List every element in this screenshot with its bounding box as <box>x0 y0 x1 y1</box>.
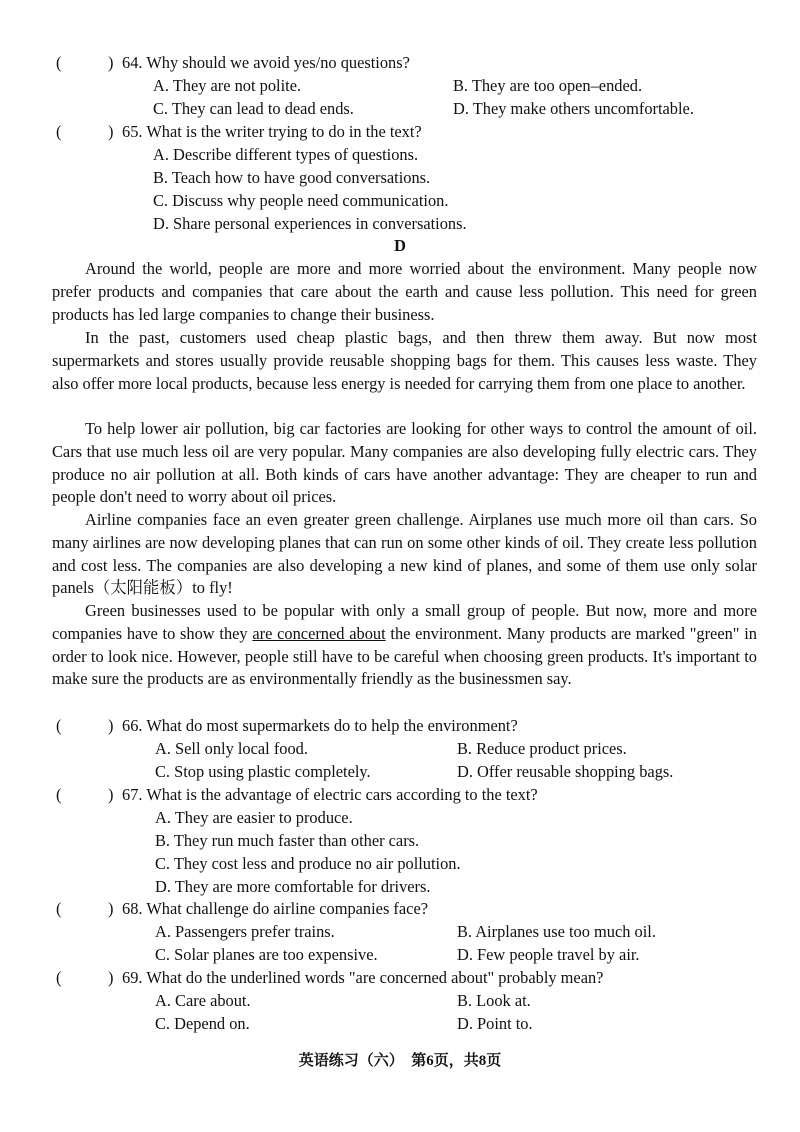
answer-paren-open: ( <box>56 899 62 918</box>
option-a: A. They are not polite. <box>153 76 302 95</box>
page-footer: 英语练习（六） 第6页，共8页 <box>298 1053 502 1069</box>
answer-paren-open: ( <box>56 716 62 735</box>
passage-paragraph-3: To help lower air pollution, big car factories are looking for other ways to control the amount of oil. Cars that use much less oil are very popular. Many companies are also developing fully electric cars. They produce no air pollution at all. Both kinds of cars have another advantage: They are cheaper to run and people don't need to worry about oil prices. <box>52 419 757 507</box>
answer-paren-open: ( <box>56 122 62 141</box>
option-c: C. Solar planes are too expensive. <box>155 945 378 964</box>
answer-paren-open: ( <box>56 785 62 804</box>
option-c: C. Stop using plastic completely. <box>155 762 371 781</box>
answer-paren-close: ) <box>108 53 114 72</box>
option-c: C. Discuss why people need communication. <box>153 191 449 210</box>
option-c: C. They can lead to dead ends. <box>153 99 354 118</box>
passage-paragraph-5: Green businesses used to be popular with only a small group of people. But now, more and more companies have to show they are concerned about the environment. Many products are marked "green" in order to look nice. However, people still have to be careful when choosing green products. It's important to make sure the products are as environmentally friendly as the businessmen say. <box>52 601 757 689</box>
option-d: D. They are more comfortable for drivers. <box>155 877 431 896</box>
answer-paren-close: ) <box>108 785 114 804</box>
section-title: D <box>394 236 406 255</box>
underlined-phrase: are concerned about <box>252 623 386 643</box>
option-a: A. Describe different types of questions. <box>153 145 419 164</box>
option-b: B. Teach how to have good conversations. <box>153 168 431 187</box>
option-d: D. They make others uncomfortable. <box>453 99 694 118</box>
option-a: A. Passengers prefer trains. <box>155 922 335 941</box>
answer-paren-open: ( <box>56 968 62 987</box>
question-stem: 69. What do the underlined words "are concerned about" probably mean? <box>122 968 604 987</box>
answer-paren-close: ) <box>108 968 114 987</box>
answer-paren-close: ) <box>108 899 114 918</box>
option-b: B. Look at. <box>457 991 531 1010</box>
option-d: D. Few people travel by air. <box>457 945 640 964</box>
passage-paragraph-4: Airline companies face an even greater green challenge. Airplanes use much more oil than cars. So many airlines are now developing planes that can run on some other kinds of oil. They create less pollution and cost less. The companies are also developing a new kind of planes, and some of them use only solar panels（太阳能板）to fly! <box>52 510 757 598</box>
option-d: D. Offer reusable shopping bags. <box>457 762 674 781</box>
option-d: D. Share personal experiences in conversations. <box>153 214 467 233</box>
option-a: A. They are easier to produce. <box>155 808 353 827</box>
answer-paren-open: ( <box>56 53 62 72</box>
option-c: C. They cost less and produce no air pollution. <box>155 854 461 873</box>
question-stem: 64. Why should we avoid yes/no questions? <box>122 53 410 72</box>
question-stem: 65. What is the writer trying to do in the text? <box>122 122 422 141</box>
answer-paren-close: ) <box>108 122 114 141</box>
passage-paragraph-2: In the past, customers used cheap plastic bags, and then threw them away. But now most supermarkets and stores usually provide reusable shopping bags for them. This causes less waste. They also offer more local products, because less energy is needed for carrying them from one place to another. <box>52 328 757 393</box>
question-stem: 67. What is the advantage of electric cars according to the text? <box>122 785 538 804</box>
option-b: B. Airplanes use too much oil. <box>457 922 656 941</box>
option-b: B. They are too open–ended. <box>453 76 643 95</box>
passage-paragraph-1: Around the world, people are more and more worried about the environment. Many people now prefer products and companies that care about the earth and cause less pollution. This need for green products has led large companies to change their business. <box>52 259 757 324</box>
option-a: A. Sell only local food. <box>155 739 308 758</box>
answer-paren-close: ) <box>108 716 114 735</box>
option-a: A. Care about. <box>155 991 251 1010</box>
question-stem: 68. What challenge do airline companies face? <box>122 899 428 918</box>
option-b: B. Reduce product prices. <box>457 739 627 758</box>
option-d: D. Point to. <box>457 1014 533 1033</box>
question-stem: 66. What do most supermarkets do to help the environment? <box>122 716 518 735</box>
option-c: C. Depend on. <box>155 1014 250 1033</box>
option-b: B. They run much faster than other cars. <box>155 831 420 850</box>
